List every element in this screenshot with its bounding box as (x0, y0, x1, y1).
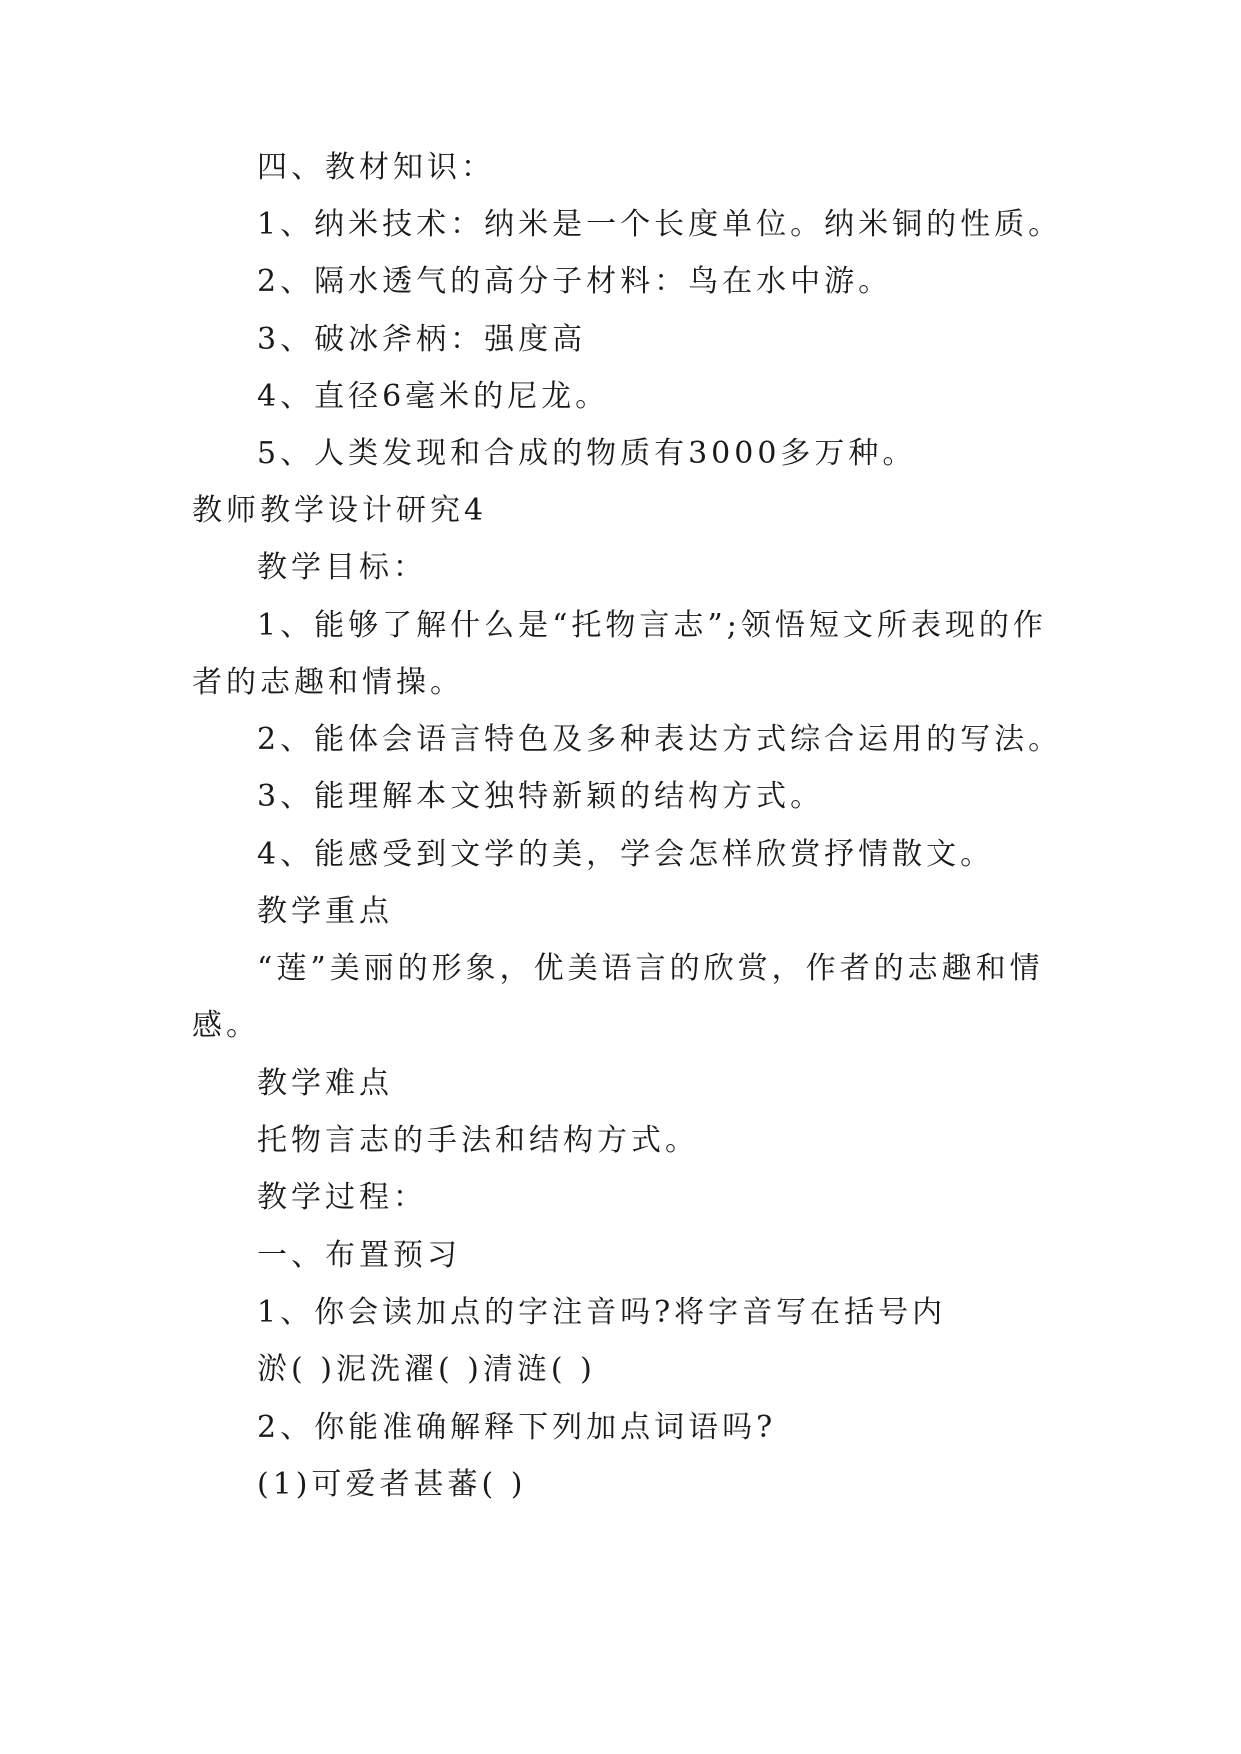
paragraph-line: 者的志趣和情操。 (192, 665, 464, 700)
paragraph-line: “莲”美丽的形象，优美语言的欣赏，作者的志趣和情 (257, 951, 1044, 986)
paragraph-line: 1、纳米技术：纳米是一个长度单位。纳米铜的性质。 (257, 207, 1063, 242)
paragraph-line: 1、你会读加点的字注音吗?将字音写在括号内 (257, 1295, 947, 1330)
paragraph-line: 4、直径6毫米的尼龙。 (257, 379, 610, 414)
paragraph-line: 感。 (192, 1008, 260, 1043)
section-heading: 教学过程： (257, 1180, 427, 1215)
paragraph-line: 托物言志的手法和结构方式。 (257, 1123, 699, 1158)
paragraph-line: 5、人类发现和合成的物质有3000多万种。 (257, 436, 917, 471)
paragraph-line: 2、你能准确解释下列加点词语吗? (257, 1410, 777, 1445)
paragraph-line: 4、能感受到文学的美，学会怎样欣赏抒情散文。 (257, 837, 995, 872)
paragraph-line: 一、布置预习 (257, 1238, 461, 1273)
paragraph-line: (1)可爱者甚蕃( ) (257, 1467, 527, 1502)
paragraph-line: 1、能够了解什么是“托物言志”;领悟短文所表现的作 (257, 608, 1047, 643)
paragraph-line: 2、能体会语言特色及多种表达方式综合运用的写法。 (257, 722, 1063, 757)
paragraph-line: 淤( )泥洗濯( )清涟( ) (257, 1352, 596, 1387)
paragraph-line: 2、隔水透气的高分子材料：鸟在水中游。 (257, 264, 893, 299)
section-heading: 四、教材知识： (257, 150, 495, 185)
paragraph-line: 3、破冰斧柄：强度高 (257, 322, 587, 357)
section-heading: 教学难点 (257, 1066, 393, 1101)
section-heading: 教学目标： (257, 550, 427, 585)
paragraph-line: 3、能理解本文独特新颖的结构方式。 (257, 779, 825, 814)
section-heading: 教学重点 (257, 894, 393, 929)
document-title: 教师教学设计研究4 (192, 493, 488, 528)
